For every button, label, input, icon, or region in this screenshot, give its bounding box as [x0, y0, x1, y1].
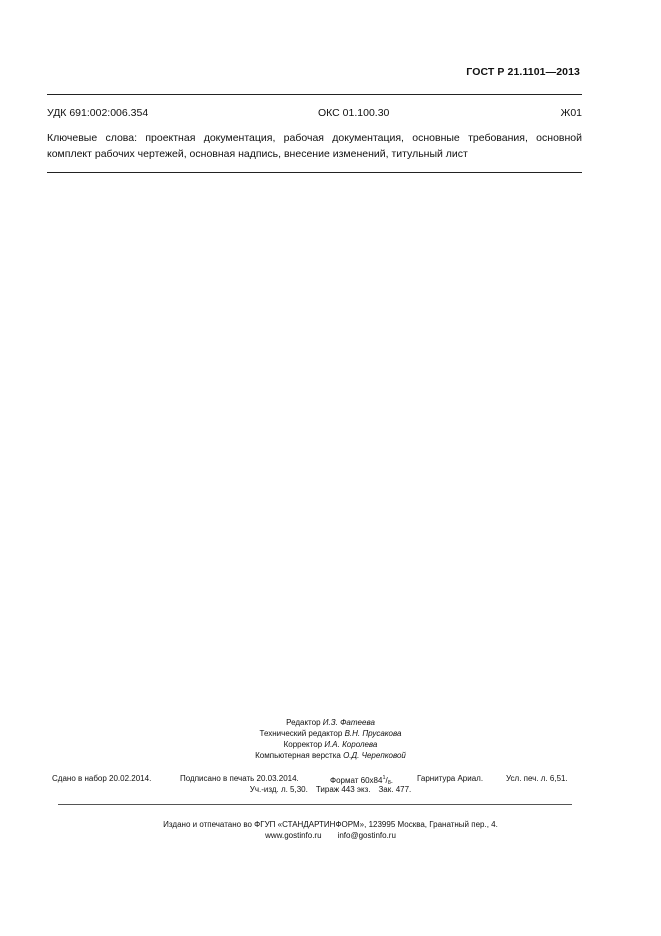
- layout-line: [0, 750, 661, 761]
- format-numerator: 1: [382, 775, 386, 781]
- tech-editor-line: [0, 728, 661, 739]
- udk-code: УДК 691:002:006.354: [47, 107, 149, 119]
- tech-editor-label: Технический редактор: [259, 729, 343, 738]
- format-suffix: .: [390, 776, 394, 785]
- publisher-block: [0, 819, 661, 841]
- publisher-line: Издано и отпечатано во ФГУП «СТАНДАРТИНФОРМ», 123995 Москва, Гранатный пер., 4.: [163, 820, 498, 829]
- credits-block: [0, 717, 661, 761]
- corrector-name: И.А. Королева: [324, 740, 378, 749]
- typeset-date: Сдано в набор 20.02.2014.: [52, 774, 152, 783]
- format-denominator: 8: [387, 780, 391, 786]
- signed-date: Подписано в печать 20.03.2014.: [180, 774, 299, 783]
- layout-label: Компьютерная верстка: [255, 751, 341, 760]
- format-info: Формат $60x84^1/_8$.: [330, 775, 394, 786]
- editor-name: И.З. Фатеева: [322, 718, 375, 727]
- keywords-paragraph: Ключевые слова: проектная документация, рабочая документация, основные требования, основной комплект рабочих чертежей, основная надпись, внесение изменений, титульный лист: [47, 132, 582, 160]
- layout-name: О.Д. Черепковой: [343, 751, 406, 760]
- publisher-contacts: [0, 830, 661, 841]
- top-divider: [47, 94, 582, 95]
- imprint-divider: [58, 804, 572, 805]
- oks-code: ОКС 01.100.30: [318, 107, 390, 119]
- email-link[interactable]: info@gostinfo.ru: [337, 831, 396, 840]
- order-number: Зак. 477.: [378, 785, 412, 794]
- website-link[interactable]: www.gostinfo.ru: [265, 831, 322, 840]
- typeface-info: Гарнитура Ариал.: [417, 774, 484, 783]
- pub-sheets: Уч.-изд. л. 5,30.: [249, 785, 308, 794]
- category-code: Ж01: [560, 107, 582, 119]
- imprint-row-2: [0, 785, 661, 794]
- corrector-line: [0, 739, 661, 750]
- bottom-divider: [47, 172, 582, 173]
- document-code: ГОСТ Р 21.1101—2013: [466, 66, 580, 78]
- corrector-label: Корректор: [283, 740, 323, 749]
- print-sheets: Усл. печ. л. 6,51.: [506, 774, 568, 783]
- tech-editor-name: В.Н. Прусакова: [344, 729, 402, 738]
- editor-label: Редактор: [286, 718, 321, 727]
- format-prefix: Формат 60x84: [330, 776, 383, 785]
- print-run: Тираж 443 экз.: [315, 785, 371, 794]
- editor-line: [0, 717, 661, 728]
